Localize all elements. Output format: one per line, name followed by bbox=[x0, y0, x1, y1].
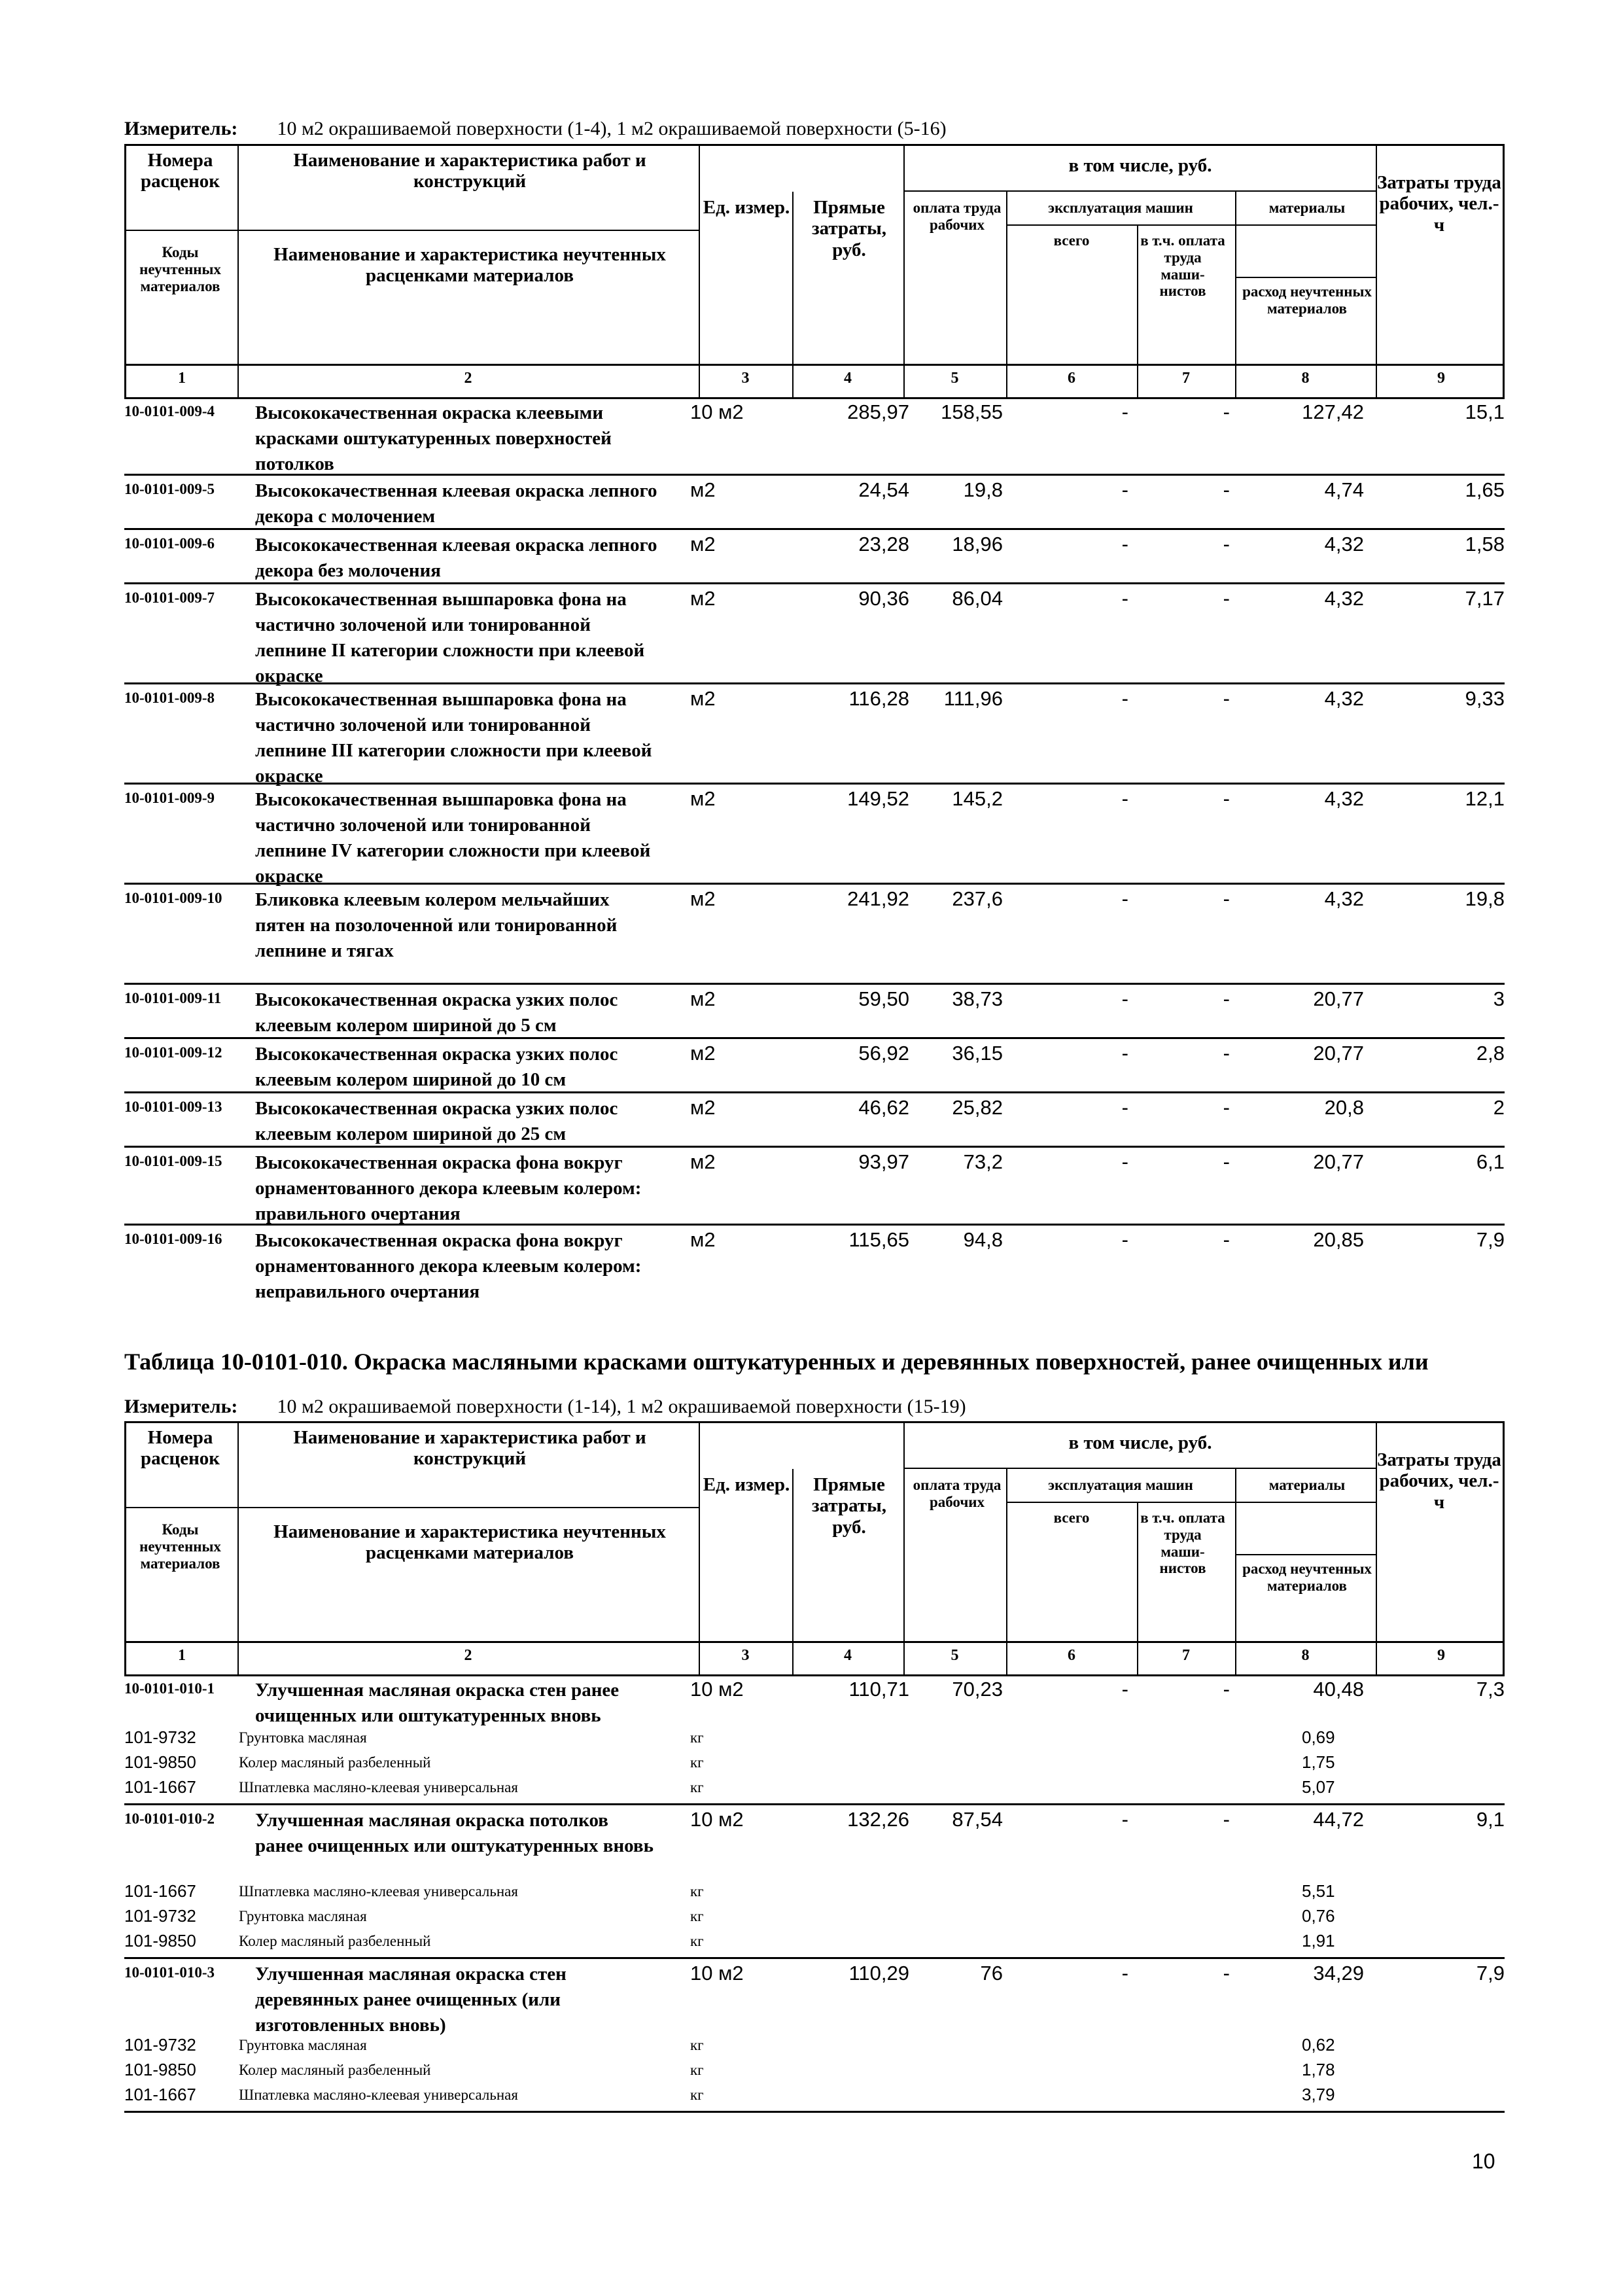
table-row bbox=[124, 786, 1505, 885]
work-name: Высококачественная вышпаровка фона на частично золоченой или тонированной лепнине IV категории сложности при клеевой окраске bbox=[255, 789, 651, 887]
header-divider bbox=[792, 1643, 794, 1674]
column-number: 6 bbox=[1068, 370, 1075, 387]
machines-wage: - bbox=[1223, 1096, 1230, 1119]
header-divider bbox=[237, 146, 239, 366]
materials-cost: 127,42 bbox=[1302, 400, 1364, 423]
header-material-name: Наименование и характеристика неучтенных расценками материалов bbox=[273, 1521, 666, 1564]
work-name: Высококачественная клеевая окраска лепного декора с молочением bbox=[255, 480, 657, 527]
materials-cost: 34,29 bbox=[1313, 1962, 1364, 1985]
work-name: Улучшенная масляная окраска потолков ранее очищенных или оштукатуренных вновь bbox=[255, 1810, 654, 1857]
rate-code: 10-0101-009-12 bbox=[124, 1044, 222, 1061]
labor-cost: 2,8 bbox=[1476, 1042, 1505, 1065]
rate-code: 10-0101-009-6 bbox=[124, 535, 215, 552]
materials-cost: 4,32 bbox=[1324, 787, 1364, 810]
materials-cost: 20,77 bbox=[1313, 1150, 1364, 1173]
material-unit: кг bbox=[690, 1779, 704, 1795]
material-quantity: 0,76 bbox=[1302, 1906, 1335, 1926]
material-row bbox=[124, 1930, 1505, 1954]
header-divider bbox=[1376, 146, 1377, 397]
direct-costs: 46,62 bbox=[858, 1096, 909, 1119]
rate-code: 10-0101-009-9 bbox=[124, 790, 215, 806]
header-rule bbox=[1235, 277, 1376, 278]
material-row bbox=[124, 1726, 1505, 1751]
header-divider bbox=[792, 1469, 794, 1643]
labor-cost: 15,1 bbox=[1465, 400, 1505, 423]
material-name: Шпатлевка масляно-клеевая универсальная bbox=[239, 1883, 518, 1899]
unit: м2 bbox=[690, 1150, 716, 1173]
material-unit: кг bbox=[690, 1729, 704, 1746]
header-divider bbox=[1137, 366, 1138, 397]
machines-total: - bbox=[1121, 1962, 1128, 1985]
table-row bbox=[124, 477, 1505, 530]
rate-code: 10-0101-010-3 bbox=[124, 1964, 215, 1981]
machines-total: - bbox=[1121, 1042, 1128, 1065]
material-row bbox=[124, 2034, 1505, 2058]
work-name: Высококачественная вышпаровка фона на частично золоченой или тонированной лепнине III категории сложности при клеевой окраске bbox=[255, 689, 652, 787]
material-unit: кг bbox=[690, 2037, 704, 2053]
labor-cost: 3 bbox=[1493, 987, 1505, 1010]
material-quantity: 1,75 bbox=[1302, 1752, 1335, 1772]
header-divider bbox=[903, 1423, 905, 1674]
work-name: Улучшенная масляная окраска стен ранее очищенных или оштукатуренных вновь bbox=[255, 1680, 620, 1727]
unit: м2 bbox=[690, 1096, 716, 1119]
table-header-1 bbox=[124, 144, 1505, 399]
header-divider bbox=[903, 1643, 905, 1674]
column-number: 1 bbox=[178, 370, 186, 387]
machines-wage: - bbox=[1223, 478, 1230, 501]
header-rule bbox=[1235, 1554, 1376, 1555]
machines-total: - bbox=[1121, 1678, 1128, 1701]
header-machines-wage: в т.ч. оплата труда маши-нистов bbox=[1140, 1510, 1225, 1577]
labor-cost: 7,9 bbox=[1476, 1962, 1505, 1985]
header-rate-number: Номера расценок bbox=[141, 150, 220, 192]
header-divider bbox=[1376, 366, 1377, 397]
header-divider bbox=[792, 366, 794, 397]
machines-total: - bbox=[1121, 533, 1128, 556]
column-number: 8 bbox=[1301, 370, 1310, 387]
column-number: 3 bbox=[741, 1647, 750, 1664]
material-code: 101-1667 bbox=[124, 1777, 196, 1797]
machines-wage: - bbox=[1223, 587, 1230, 610]
materials-cost: 20,8 bbox=[1324, 1096, 1364, 1119]
machines-total: - bbox=[1121, 587, 1128, 610]
work-name: Высококачественная вышпаровка фона на частично золоченой или тонированной лепнине II категории сложности при клеевой окраске bbox=[255, 589, 645, 687]
materials-cost: 20,77 bbox=[1313, 987, 1364, 1010]
column-number: 2 bbox=[464, 370, 472, 387]
machines-wage: - bbox=[1223, 887, 1230, 910]
material-row bbox=[124, 2083, 1505, 2108]
work-name: Бликовка клеевым колером мельчайших пятен на позолоченной или тонированной лепнине и тягах bbox=[255, 889, 618, 962]
header-wage: оплата труда рабочих bbox=[913, 1477, 1002, 1510]
header-material-name: Наименование и характеристика неучтенных расценками материалов bbox=[273, 244, 666, 287]
labor-cost: 6,1 bbox=[1476, 1150, 1505, 1173]
table-row bbox=[124, 686, 1505, 785]
direct-costs: 59,50 bbox=[858, 987, 909, 1010]
work-name: Высококачественная окраска узких полос клеевым колером шириной до 10 см bbox=[255, 1044, 618, 1091]
header-including: в том числе, руб. bbox=[1068, 155, 1212, 176]
rate-code: 10-0101-009-11 bbox=[124, 990, 222, 1006]
material-code: 101-9850 bbox=[124, 2060, 196, 2079]
header-divider bbox=[1376, 1423, 1377, 1674]
column-number: 1 bbox=[178, 1647, 186, 1664]
labor-cost: 7,17 bbox=[1465, 587, 1505, 610]
unit: м2 bbox=[690, 1228, 716, 1251]
header-wage: оплата труда рабочих bbox=[913, 200, 1002, 233]
material-row bbox=[124, 1776, 1505, 1801]
header-divider bbox=[1137, 1643, 1138, 1674]
work-name: Высококачественная окраска фона вокруг орнаментованного декора клеевым колером: правильного очертания bbox=[255, 1152, 642, 1225]
measurer-line-2 bbox=[124, 1396, 966, 1418]
materials-cost: 20,85 bbox=[1313, 1228, 1364, 1251]
header-divider bbox=[699, 366, 700, 397]
rates-table-2 bbox=[124, 1676, 1505, 2128]
material-code: 101-9850 bbox=[124, 1752, 196, 1772]
material-name: Колер масляный разбеленный bbox=[239, 2062, 431, 2078]
header-rule bbox=[903, 1468, 1376, 1469]
material-unit: кг bbox=[690, 2087, 704, 2103]
labor-cost: 1,58 bbox=[1465, 533, 1505, 556]
table-header-2 bbox=[124, 1421, 1505, 1676]
material-quantity: 5,07 bbox=[1302, 1777, 1335, 1797]
page-number: 10 bbox=[1472, 2149, 1495, 2173]
labor-cost: 7,9 bbox=[1476, 1228, 1505, 1251]
labor-cost: 1,65 bbox=[1465, 478, 1505, 501]
rate-code: 10-0101-009-16 bbox=[124, 1231, 222, 1247]
header-divider bbox=[699, 1643, 700, 1674]
column-number: 3 bbox=[741, 370, 750, 387]
header-labor: Затраты труда рабочих, чел.-ч bbox=[1377, 172, 1501, 236]
unit: 10 м2 bbox=[690, 1808, 744, 1831]
header-rule bbox=[1006, 224, 1376, 226]
header-rule bbox=[126, 1507, 699, 1508]
labor-cost: 12,1 bbox=[1465, 787, 1505, 810]
rate-code: 10-0101-009-5 bbox=[124, 481, 215, 497]
direct-costs: 241,92 bbox=[847, 887, 909, 910]
header-materials-unaccounted: расход неучтенных материалов bbox=[1242, 1561, 1372, 1594]
header-divider bbox=[792, 192, 794, 366]
table-row bbox=[124, 986, 1505, 1039]
unit: м2 bbox=[690, 887, 716, 910]
header-direct-costs: Прямые затраты, руб. bbox=[811, 197, 887, 260]
header-labor: Затраты труда рабочих, чел.-ч bbox=[1377, 1449, 1501, 1513]
material-quantity: 3,79 bbox=[1302, 2085, 1335, 2104]
column-number: 9 bbox=[1437, 370, 1445, 387]
column-number: 4 bbox=[844, 1647, 852, 1664]
direct-costs: 110,71 bbox=[848, 1678, 909, 1701]
unit: м2 bbox=[690, 587, 716, 610]
header-number-row bbox=[126, 1641, 1503, 1674]
header-divider bbox=[1006, 1643, 1007, 1674]
header-divider bbox=[1235, 1643, 1236, 1674]
wage-cost: 38,73 bbox=[952, 987, 1003, 1010]
direct-costs: 90,36 bbox=[858, 587, 909, 610]
materials-cost: 4,32 bbox=[1324, 533, 1364, 556]
labor-cost: 9,1 bbox=[1476, 1808, 1505, 1831]
machines-wage: - bbox=[1223, 687, 1230, 710]
machines-total: - bbox=[1121, 987, 1128, 1010]
material-code: 101-9850 bbox=[124, 1931, 196, 1951]
materials-cost: 44,72 bbox=[1313, 1808, 1364, 1831]
machines-wage: - bbox=[1223, 1228, 1230, 1251]
wage-cost: 237,6 bbox=[952, 887, 1003, 910]
header-machines-total: всего bbox=[1053, 232, 1090, 249]
machines-total: - bbox=[1121, 787, 1128, 810]
material-unit: кг bbox=[690, 1883, 704, 1899]
material-code: 101-1667 bbox=[124, 2085, 196, 2104]
table-row bbox=[124, 1095, 1505, 1148]
header-divider bbox=[1376, 1643, 1377, 1674]
wage-cost: 158,55 bbox=[941, 400, 1003, 423]
material-row bbox=[124, 1880, 1505, 1905]
labor-cost: 19,8 bbox=[1465, 887, 1505, 910]
header-machines-total: всего bbox=[1053, 1510, 1090, 1526]
table-row bbox=[124, 1040, 1505, 1093]
machines-wage: - bbox=[1223, 533, 1230, 556]
machines-total: - bbox=[1121, 1228, 1128, 1251]
labor-cost: 9,33 bbox=[1465, 687, 1505, 710]
header-materials: материалы bbox=[1268, 200, 1346, 216]
material-row bbox=[124, 2058, 1505, 2083]
header-divider bbox=[699, 146, 700, 397]
material-row bbox=[124, 1751, 1505, 1776]
rate-code: 10-0101-010-1 bbox=[124, 1680, 215, 1697]
header-work-name: Наименование и характеристика работ и конструкций bbox=[293, 1427, 646, 1470]
material-name: Шпатлевка масляно-клеевая универсальная bbox=[239, 2087, 518, 2103]
machines-total: - bbox=[1121, 1150, 1128, 1173]
table-row bbox=[124, 1227, 1505, 1301]
column-number: 6 bbox=[1068, 1647, 1075, 1664]
material-code: 101-9732 bbox=[124, 2035, 196, 2055]
wage-cost: 87,54 bbox=[952, 1808, 1003, 1831]
machines-total: - bbox=[1121, 1096, 1128, 1119]
material-code: 101-1667 bbox=[124, 1881, 196, 1901]
machines-total: - bbox=[1121, 478, 1128, 501]
header-materials: материалы bbox=[1268, 1477, 1346, 1493]
column-number: 5 bbox=[951, 1647, 959, 1664]
header-including: в том числе, руб. bbox=[1068, 1432, 1212, 1453]
material-name: Колер масляный разбеленный bbox=[239, 1754, 431, 1771]
header-rate-number: Номера расценок bbox=[141, 1427, 220, 1470]
machines-total: - bbox=[1121, 687, 1128, 710]
unit: м2 bbox=[690, 478, 716, 501]
table-row bbox=[124, 586, 1505, 687]
material-unit: кг bbox=[690, 2062, 704, 2078]
unit: 10 м2 bbox=[690, 1678, 744, 1701]
direct-costs: 285,97 bbox=[847, 400, 909, 423]
work-name: Улучшенная масляная окраска стен деревянных ранее очищенных (или изготовленных вновь) bbox=[255, 1964, 567, 2036]
materials-cost: 4,32 bbox=[1324, 687, 1364, 710]
wage-cost: 145,2 bbox=[952, 787, 1003, 810]
column-number: 7 bbox=[1182, 370, 1190, 387]
header-divider bbox=[1006, 366, 1007, 397]
material-unit: кг bbox=[690, 1908, 704, 1924]
material-name: Грунтовка масляная bbox=[239, 1908, 367, 1924]
column-number: 4 bbox=[844, 370, 852, 387]
header-divider bbox=[699, 1423, 700, 1674]
machines-wage: - bbox=[1223, 787, 1230, 810]
machines-total: - bbox=[1121, 400, 1128, 423]
direct-costs: 93,97 bbox=[858, 1150, 909, 1173]
wage-cost: 70,23 bbox=[952, 1678, 1003, 1701]
material-row bbox=[124, 1905, 1505, 1930]
materials-cost: 20,77 bbox=[1313, 1042, 1364, 1065]
unit: м2 bbox=[690, 687, 716, 710]
wage-cost: 36,15 bbox=[952, 1042, 1003, 1065]
column-number: 2 bbox=[464, 1647, 472, 1664]
work-name: Высококачественная окраска узких полос клеевым колером шириной до 5 см bbox=[255, 989, 618, 1036]
machines-wage: - bbox=[1223, 1678, 1230, 1701]
header-material-codes: Коды неучтенных материалов bbox=[139, 244, 221, 294]
material-quantity: 0,62 bbox=[1302, 2035, 1335, 2055]
rate-code: 10-0101-009-7 bbox=[124, 590, 215, 606]
table-row bbox=[124, 399, 1505, 476]
header-divider bbox=[903, 146, 905, 397]
rate-code: 10-0101-009-8 bbox=[124, 690, 215, 706]
header-rule bbox=[903, 190, 1376, 192]
column-number: 8 bbox=[1301, 1647, 1310, 1664]
rate-code: 10-0101-009-10 bbox=[124, 890, 222, 906]
machines-wage: - bbox=[1223, 400, 1230, 423]
material-name: Шпатлевка масляно-клеевая универсальная bbox=[239, 1779, 518, 1795]
material-code: 101-9732 bbox=[124, 1727, 196, 1747]
header-work-name: Наименование и характеристика работ и конструкций bbox=[293, 150, 646, 192]
work-name: Высококачественная окраска фона вокруг орнаментованного декора клеевым колером: неправильного очертания bbox=[255, 1230, 642, 1303]
rate-code: 10-0101-009-15 bbox=[124, 1153, 222, 1169]
materials-cost: 4,32 bbox=[1324, 887, 1364, 910]
machines-total: - bbox=[1121, 887, 1128, 910]
machines-total: - bbox=[1121, 1808, 1128, 1831]
measurer-text: 10 м2 окрашиваемой поверхности (1-4), 1 м2 окрашиваемой поверхности (5-16) bbox=[277, 118, 947, 139]
header-machines: эксплуатация машин bbox=[1048, 1477, 1193, 1493]
direct-costs: 116,28 bbox=[848, 687, 909, 710]
rate-code: 10-0101-009-13 bbox=[124, 1099, 222, 1115]
measurer-label: Измеритель: bbox=[124, 118, 238, 139]
column-number: 9 bbox=[1437, 1647, 1445, 1664]
measurer-line-1 bbox=[124, 118, 947, 140]
table-row bbox=[124, 1676, 1505, 1805]
header-machines: эксплуатация машин bbox=[1048, 200, 1193, 216]
wage-cost: 111,96 bbox=[943, 687, 1003, 710]
wage-cost: 25,82 bbox=[952, 1096, 1003, 1119]
header-rule bbox=[1006, 1502, 1376, 1503]
direct-costs: 132,26 bbox=[847, 1808, 909, 1831]
table-row bbox=[124, 1149, 1505, 1226]
rate-code: 10-0101-009-4 bbox=[124, 403, 215, 419]
material-name: Грунтовка масляная bbox=[239, 1729, 367, 1746]
measurer-label: Измеритель: bbox=[124, 1396, 238, 1417]
header-machines-wage: в т.ч. оплата труда маши-нистов bbox=[1140, 232, 1225, 300]
materials-cost: 4,74 bbox=[1324, 478, 1364, 501]
header-divider bbox=[903, 366, 905, 397]
labor-cost: 7,3 bbox=[1476, 1678, 1505, 1701]
work-name: Высококачественная окраска узких полос клеевым колером шириной до 25 см bbox=[255, 1098, 618, 1145]
machines-wage: - bbox=[1223, 1808, 1230, 1831]
header-divider bbox=[1235, 366, 1236, 397]
machines-wage: - bbox=[1223, 1042, 1230, 1065]
unit: м2 bbox=[690, 987, 716, 1010]
material-unit: кг bbox=[690, 1754, 704, 1771]
header-divider bbox=[237, 366, 239, 397]
machines-wage: - bbox=[1223, 987, 1230, 1010]
material-quantity: 1,78 bbox=[1302, 2060, 1335, 2079]
table-row bbox=[124, 1960, 1505, 2113]
rate-code: 10-0101-010-2 bbox=[124, 1810, 215, 1827]
wage-cost: 19,8 bbox=[963, 478, 1003, 501]
wage-cost: 86,04 bbox=[952, 587, 1003, 610]
direct-costs: 149,52 bbox=[847, 787, 909, 810]
machines-wage: - bbox=[1223, 1150, 1230, 1173]
wage-cost: 18,96 bbox=[952, 533, 1003, 556]
measurer-text: 10 м2 окрашиваемой поверхности (1-14), 1 м2 окрашиваемой поверхности (15-19) bbox=[277, 1396, 966, 1417]
direct-costs: 115,65 bbox=[848, 1228, 909, 1251]
material-code: 101-9732 bbox=[124, 1906, 196, 1926]
unit: м2 bbox=[690, 1042, 716, 1065]
table-title: Таблица 10-0101-010. Окраска масляными красками оштукатуренных и деревянных поверхностей, ранее очищенных или bbox=[124, 1349, 1429, 1375]
work-name: Высококачественная клеевая окраска лепного декора без молочения bbox=[255, 535, 657, 582]
table-row bbox=[124, 531, 1505, 584]
header-rule bbox=[126, 230, 699, 231]
header-direct-costs: Прямые затраты, руб. bbox=[811, 1474, 887, 1538]
material-unit: кг bbox=[690, 1933, 704, 1949]
labor-cost: 2 bbox=[1493, 1096, 1505, 1119]
unit: м2 bbox=[690, 787, 716, 810]
direct-costs: 56,92 bbox=[858, 1042, 909, 1065]
header-divider bbox=[237, 1643, 239, 1674]
material-name: Колер масляный разбеленный bbox=[239, 1933, 431, 1949]
material-quantity: 5,51 bbox=[1302, 1881, 1335, 1901]
unit: 10 м2 bbox=[690, 400, 744, 423]
materials-cost: 4,32 bbox=[1324, 587, 1364, 610]
material-quantity: 0,69 bbox=[1302, 1727, 1335, 1747]
header-divider bbox=[237, 1423, 239, 1643]
material-name: Грунтовка масляная bbox=[239, 2037, 367, 2053]
direct-costs: 23,28 bbox=[858, 533, 909, 556]
wage-cost: 94,8 bbox=[963, 1228, 1003, 1251]
table-row bbox=[124, 886, 1505, 985]
unit: м2 bbox=[690, 533, 716, 556]
work-name: Высококачественная окраска клеевыми красками оштукатуренных поверхностей потолков bbox=[255, 402, 612, 475]
header-unit: Ед. измер. bbox=[703, 1474, 790, 1495]
column-number: 5 bbox=[951, 370, 959, 387]
wage-cost: 73,2 bbox=[963, 1150, 1003, 1173]
table-row bbox=[124, 1807, 1505, 1959]
machines-wage: - bbox=[1223, 1962, 1230, 1985]
header-number-row bbox=[126, 364, 1503, 397]
header-material-codes: Коды неучтенных материалов bbox=[139, 1521, 221, 1572]
material-quantity: 1,91 bbox=[1302, 1931, 1335, 1951]
unit: 10 м2 bbox=[690, 1962, 744, 1985]
wage-cost: 76 bbox=[980, 1962, 1003, 1985]
column-number: 7 bbox=[1182, 1647, 1190, 1664]
direct-costs: 110,29 bbox=[848, 1962, 909, 1985]
rates-table-1 bbox=[124, 399, 1505, 1322]
header-materials-unaccounted: расход неучтенных материалов bbox=[1242, 283, 1372, 317]
direct-costs: 24,54 bbox=[858, 478, 909, 501]
header-unit: Ед. измер. bbox=[703, 197, 790, 218]
materials-cost: 40,48 bbox=[1313, 1678, 1364, 1701]
